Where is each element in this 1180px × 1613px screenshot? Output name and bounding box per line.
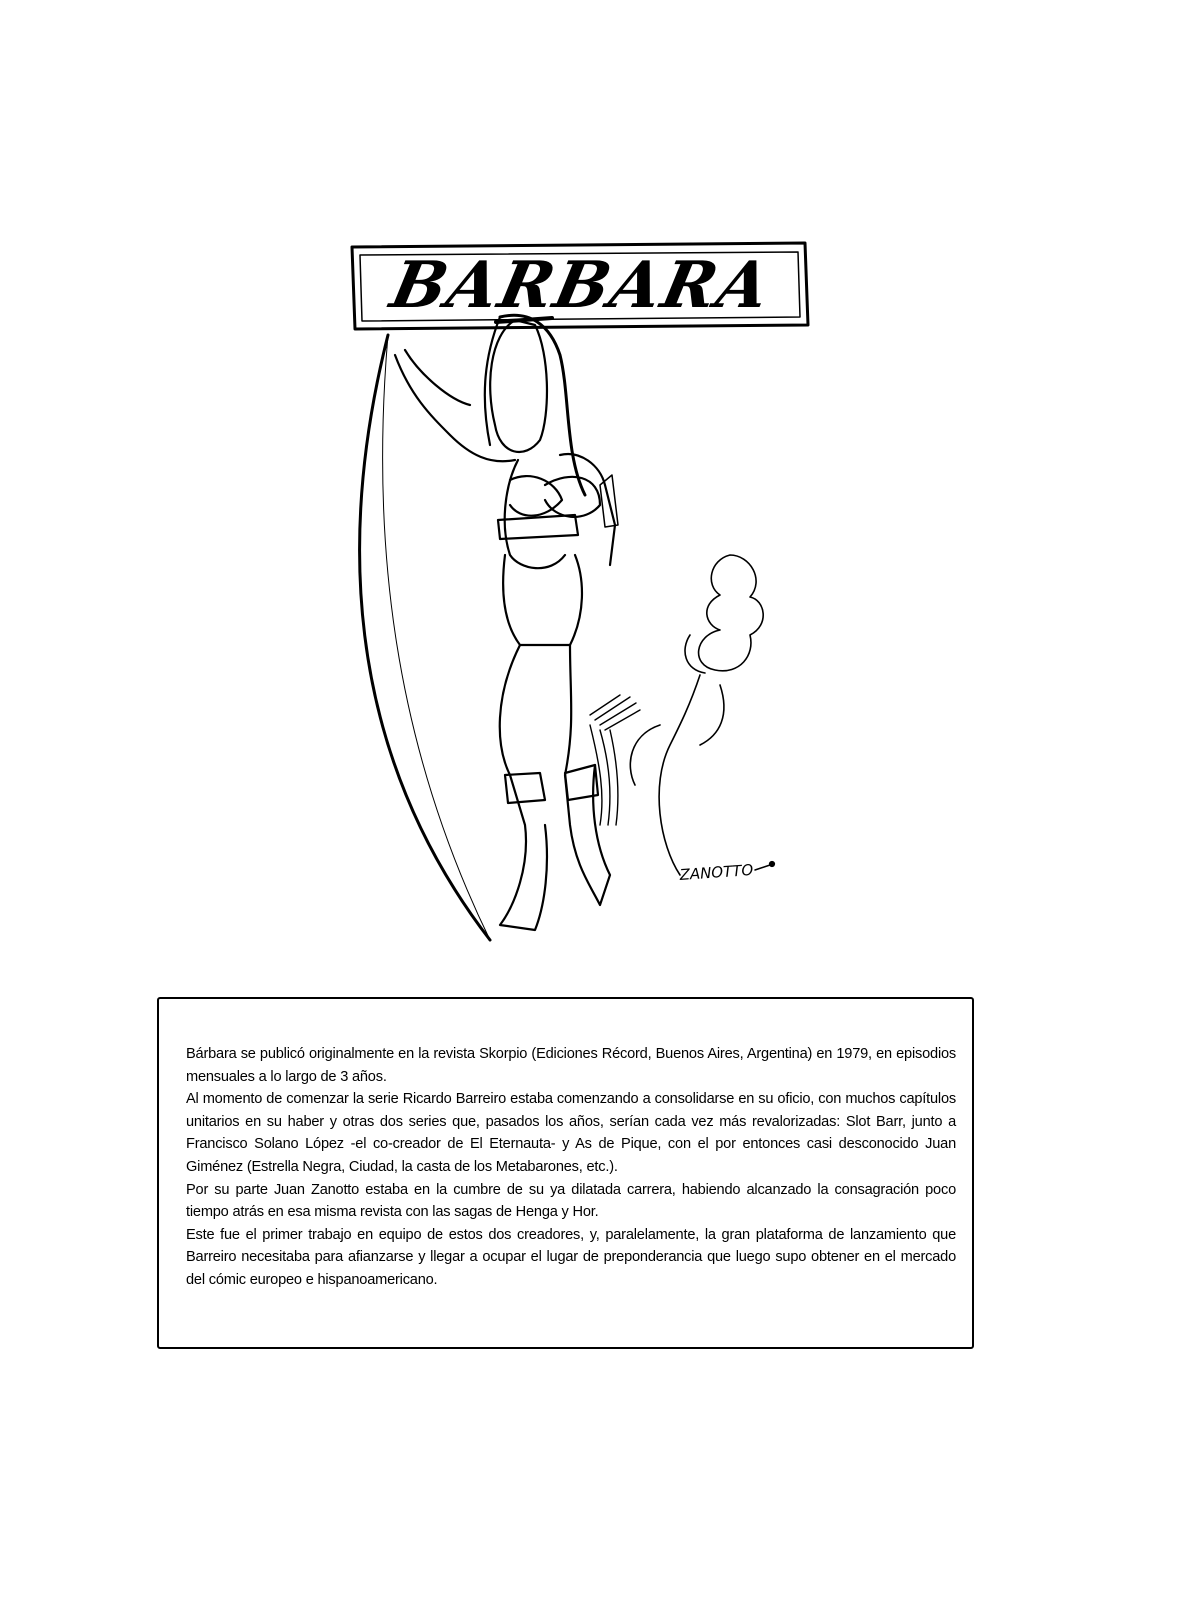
svg-text:ZANOTTO: ZANOTTO <box>679 860 754 884</box>
quiver-arrows-icon <box>590 695 640 825</box>
plant-rock-drawing <box>630 555 763 875</box>
intro-paragraph: Este fue el primer trabajo en equipo de estos dos creadores, y, paralelamente, la gran plataforma de lanzamiento que Barreiro necesitaba para afianzarse y llegar a ocupar el lugar de preponderancia que luego supo obtener en el mercado del cómic europeo e hispanoamericano. <box>186 1226 956 1288</box>
figure-drawing <box>395 315 618 930</box>
barbara-illustration <box>300 225 840 965</box>
intro-paragraph: Bárbara se publicó originalmente en la revista Skorpio (Ediciones Récord, Buenos Aires, Argentina) en 1979, en episodios mensuales a lo largo de 3 años. <box>186 1046 956 1085</box>
intro-paragraph: Por su parte Juan Zanotto estaba en la cumbre de su ya dilatada carrera, habiendo alcanzado la consagración poco tiempo atrás en esa misma revista con las sagas de Henga y Hor. <box>186 1181 956 1221</box>
signature <box>678 861 774 884</box>
title-logo-text: BARBARA <box>384 247 778 323</box>
bow-icon <box>360 335 490 940</box>
title-sign <box>352 243 808 329</box>
intro-text <box>186 1043 956 1292</box>
intro-text-box <box>157 997 974 1349</box>
intro-paragraph: Al momento de comenzar la serie Ricardo Barreiro estaba comenzando a consolidarse en su oficio, con muchos capítulos unitarios en su haber y otras dos series que, pasados los años, serían cada vez más revalorizadas: Slot Barr, junto a Francisco Solano López -el co-creador de El Eternauta- y As de Pique, con el por entonces casi desconocido Juan Giménez (Estrella Negra, Ciudad, la casta de los Metabarones, etc.). <box>186 1091 956 1175</box>
